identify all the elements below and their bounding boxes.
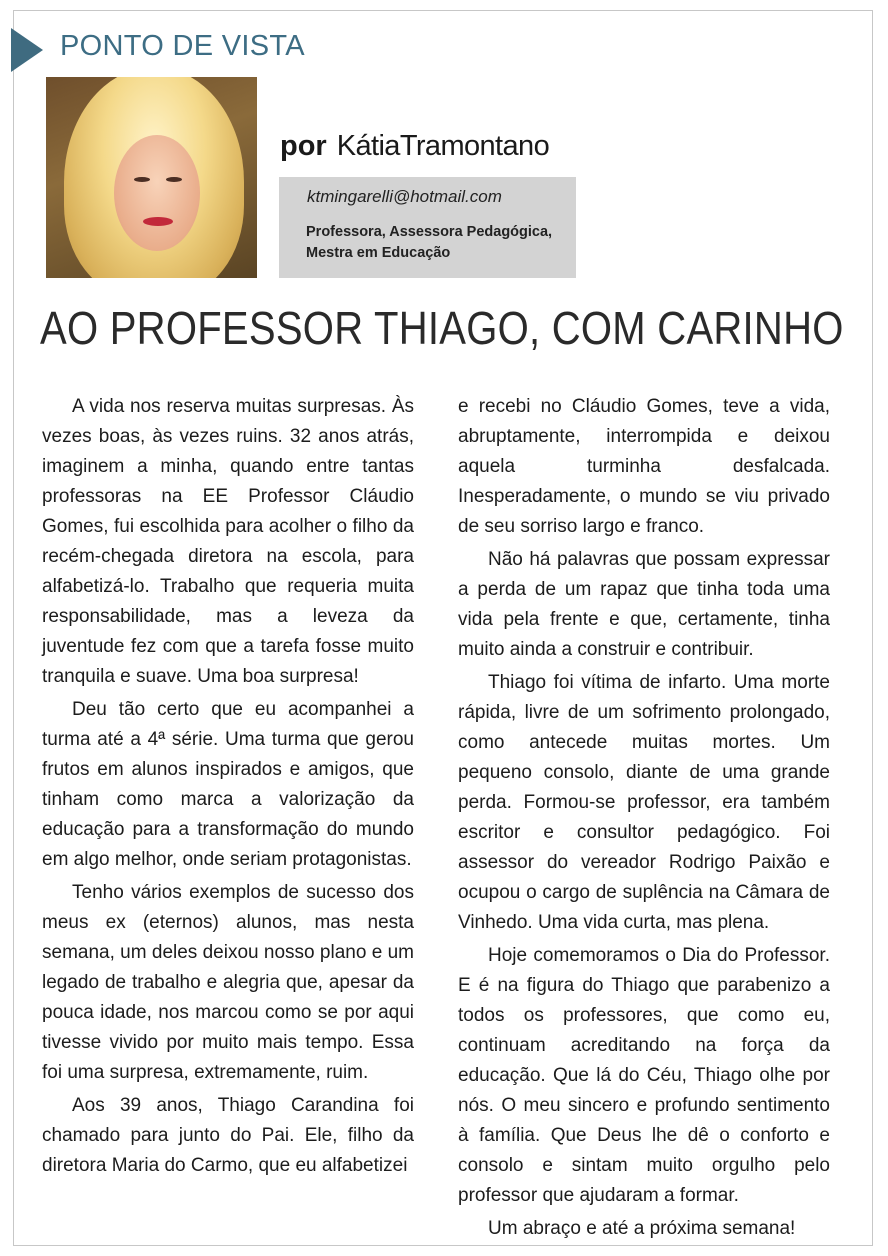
paragraph: Aos 39 anos, Thiago Carandina foi chamado para junto do Pai. Ele, filho da diretora Maria do Carmo, que eu alfabetizei xyxy=(42,1095,414,1176)
paragraph: A vida nos reserva muitas surpresas. Às vezes boas, às vezes ruins. 32 anos atrás, imaginem a minha, quando entre tantas professoras na EE Professor Cláudio Gomes, fui escolhida para acolher o filho da recém-chegada diretora na escola, para alfabetizá-lo. Trabalho que requeria muita responsabilidade, mas a leveza da juventude fez com que a tarefa fosse muito tranquila e suave. Uma boa surpresa! xyxy=(42,396,414,687)
author-info-box xyxy=(279,177,576,278)
section-triangle-icon xyxy=(11,28,43,72)
article-headline: AO PROFESSOR THIAGO, COM CARINHO xyxy=(40,302,844,354)
author-email: ktmingarelli@hotmail.com xyxy=(307,187,502,206)
author-role: Professora, Assessora Pedagógica, Mestra em Educação xyxy=(306,224,553,261)
byline-prefix: por xyxy=(280,130,327,162)
byline xyxy=(280,132,549,161)
paragraph: Deu tão certo que eu acompanhei a turma até a 4ª série. Uma turma que gerou frutos em alunos inspirados e amigos, que tinham como marca a valorização da educação para a transformação do mundo em algo melhor, onde seriam protagonistas. xyxy=(42,699,414,870)
article-column-right xyxy=(458,392,830,1247)
section-label: PONTO DE VISTA xyxy=(60,30,305,62)
paragraph: Hoje comemoramos o Dia do Professor. E é na figura do Thiago que parabenizo a todos os professores, que como eu, continuam acreditando na força da educação. Que lá do Céu, Thiago olhe por nós. O meu sincero e profundo sentimento à família. Que Deus lhe dê o conforto e consolo e sintam muito orgulho pelo professor que ajudaram a formar. xyxy=(458,945,830,1206)
author-name: KátiaTramontano xyxy=(336,130,550,162)
paragraph: Não há palavras que possam expressar a perda de um rapaz que tinha toda uma vida pela frente e que, certamente, tinha muito ainda a construir e contribuir. xyxy=(458,549,830,660)
author-photo xyxy=(46,77,257,278)
paragraph: Thiago foi vítima de infarto. Uma morte rápida, livre de um sofrimento prolongado, como antecede muitas mortes. Um pequeno consolo, diante de uma grande perda. Formou-se professor, era também escritor e consultor pedagógico. Foi assessor do vereador Rodrigo Paixão e ocupou o cargo de suplência na Câmara de Vinhedo. Uma vida curta, mas plena. xyxy=(458,672,830,933)
article-column-left xyxy=(42,392,414,1184)
paragraph: e recebi no Cláudio Gomes, teve a vida, abruptamente, interrompida e deixou aquela turminha desfalcada. Inesperadamente, o mundo se viu privado de seu sorriso largo e franco. xyxy=(458,396,830,537)
paragraph: Um abraço e até a próxima semana! xyxy=(488,1218,796,1239)
paragraph: Tenho vários exemplos de sucesso dos meus ex (eternos) alunos, mas nesta semana, um deles deixou nosso plano e um legado de trabalho e alegria que, apesar da pouca idade, nos marcou como se por aqui tivesse vivido por muito mais tempo. Essa foi uma surpresa, extremamente, ruim. xyxy=(42,882,414,1083)
